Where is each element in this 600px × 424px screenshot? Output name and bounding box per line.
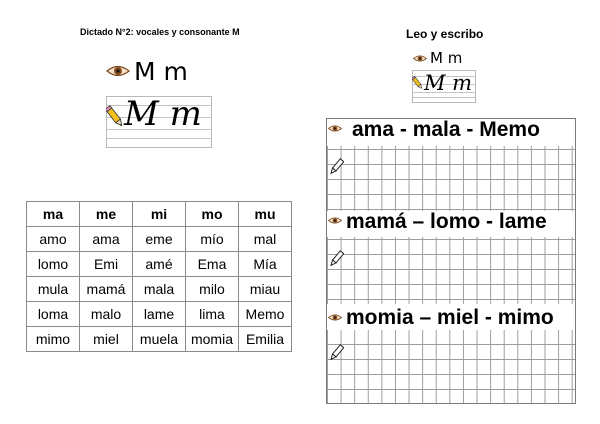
pencil-icon xyxy=(328,250,344,268)
left-title: Dictado N°2: vocales y consonante M xyxy=(80,27,240,37)
eye-icon xyxy=(413,54,427,63)
table-cell: muela xyxy=(133,327,186,352)
table-cell: lame xyxy=(133,302,186,327)
table-row xyxy=(27,327,292,352)
table-cell: loma xyxy=(27,302,80,327)
table-cell: ama xyxy=(80,227,133,252)
table-header-cell: mo xyxy=(186,202,239,227)
table-cell: mula xyxy=(27,277,80,302)
table-row xyxy=(27,252,292,277)
table-cell: Mía xyxy=(239,252,292,277)
table-header-cell: mu xyxy=(239,202,292,227)
table-cell: milo xyxy=(186,277,239,302)
cursive-letters-left: M m xyxy=(124,94,202,134)
table-cell: amé xyxy=(133,252,186,277)
table-header-row xyxy=(27,202,292,227)
table-cell: miau xyxy=(239,277,292,302)
table-row xyxy=(27,227,292,252)
table-cell: Emilia xyxy=(239,327,292,352)
pencil-icon xyxy=(328,344,344,362)
table-row xyxy=(27,277,292,302)
right-title: Leo y escribo xyxy=(406,27,484,41)
phrase-3: momia – miel - mimo xyxy=(346,306,554,329)
table-header-cell: me xyxy=(80,202,133,227)
table-cell: mala xyxy=(133,277,186,302)
table-cell: lomo xyxy=(27,252,80,277)
print-letters-right: M m xyxy=(430,49,463,67)
table-cell: eme xyxy=(133,227,186,252)
phrase-2: mamá – lomo - lame xyxy=(346,210,547,233)
table-cell: lima xyxy=(186,302,239,327)
table-cell: momia xyxy=(186,327,239,352)
table-cell: mimo xyxy=(27,327,80,352)
pencil-icon xyxy=(328,158,344,176)
table-cell: mal xyxy=(239,227,292,252)
table-row xyxy=(27,302,292,327)
table-cell: Ema xyxy=(186,252,239,277)
table-cell: Emi xyxy=(80,252,133,277)
print-letters-left: M m xyxy=(134,57,188,86)
table-header-cell: mi xyxy=(133,202,186,227)
table-cell: miel xyxy=(80,327,133,352)
phrase-1: ama - mala - Memo xyxy=(352,118,540,141)
table-cell: Memo xyxy=(239,302,292,327)
table-cell: malo xyxy=(80,302,133,327)
table-header-cell: ma xyxy=(27,202,80,227)
table-cell: mamá xyxy=(80,277,133,302)
table-cell: mío xyxy=(186,227,239,252)
table-cell: amo xyxy=(27,227,80,252)
eye-icon xyxy=(328,124,342,133)
cursive-letters-right: M m xyxy=(424,71,473,95)
eye-icon xyxy=(328,313,342,322)
eye-icon xyxy=(106,64,130,78)
writing-grid xyxy=(326,118,576,404)
pencil-icon xyxy=(412,75,423,91)
pencil-icon xyxy=(106,104,124,130)
syllable-table xyxy=(26,201,292,352)
eye-icon xyxy=(328,216,342,225)
